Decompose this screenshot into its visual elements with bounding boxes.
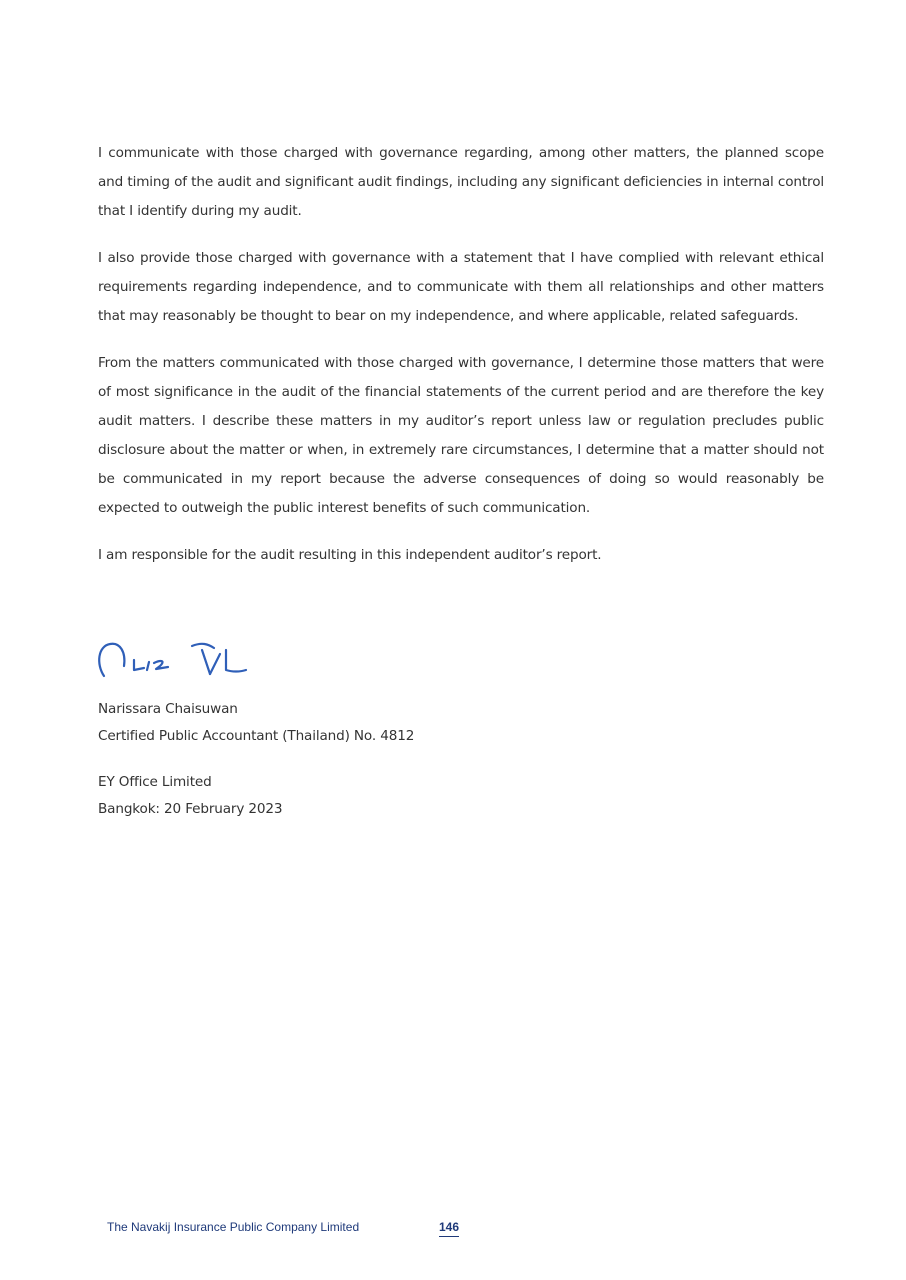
paragraph-independence-statement: I also provide those charged with governance with a statement that I have complied with relevant ethical requirements regarding independence, and to communicate with them all relationships and other matters that may reasonably be thought to bear on my independence, and where applicable, related safeguards. bbox=[98, 250, 824, 324]
signer-block bbox=[98, 696, 414, 750]
signature-icon bbox=[94, 636, 254, 684]
place-date: Bangkok: 20 February 2023 bbox=[98, 801, 283, 817]
auditor-signature bbox=[94, 636, 254, 684]
footer-company-name: The Navakij Insurance Public Company Limited bbox=[107, 1220, 360, 1234]
firm-block bbox=[98, 769, 282, 823]
footer-page-number: 146 bbox=[439, 1220, 459, 1237]
paragraph-key-audit-matters: From the matters communicated with those charged with governance, I determine those matters that were of most significance in the audit of the financial statements of the current period and are therefore the key audit matters. I describe these matters in my auditor’s report unless law or regulation precludes public disclosure about the matter or when, in extremely rare circumstances, I determine that a matter should not be communicated in my report because the adverse consequences of doing so would reasonably be expected to outweigh the public interest benefits of such communication. bbox=[98, 355, 824, 516]
paragraph-responsibility: I am responsible for the audit resulting in this independent auditor’s report. bbox=[98, 547, 602, 563]
report-body bbox=[98, 139, 824, 588]
signer-title: Certified Public Accountant (Thailand) No. 4812 bbox=[98, 728, 415, 744]
paragraph-governance-communication: I communicate with those charged with governance regarding, among other matters, the planned scope and timing of the audit and significant audit findings, including any significant deficiencies in internal control that I identify during my audit. bbox=[98, 145, 824, 219]
signer-name: Narissara Chaisuwan bbox=[98, 701, 238, 717]
firm-name: EY Office Limited bbox=[98, 774, 212, 790]
